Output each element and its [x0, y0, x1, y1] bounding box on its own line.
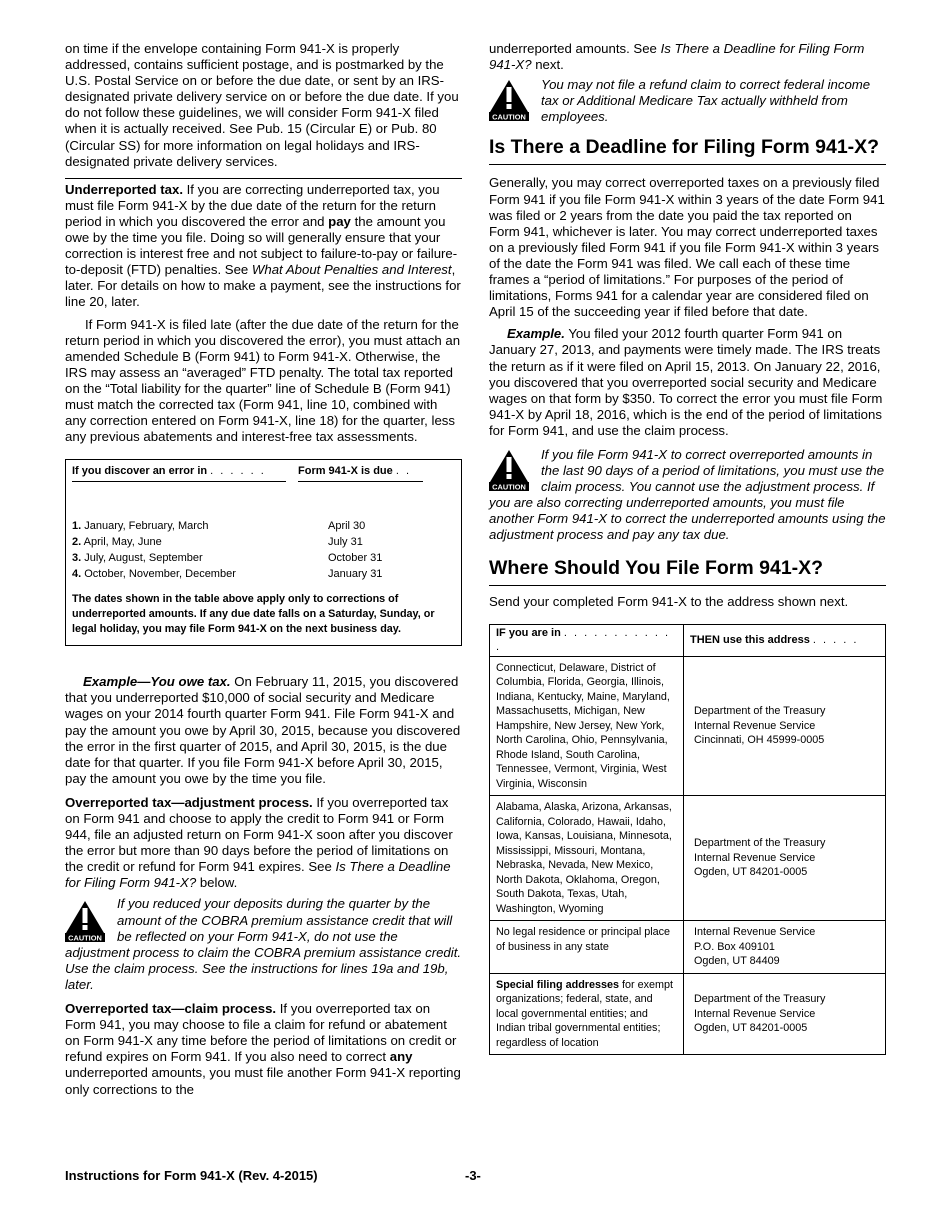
paragraph-underreported: Underreported tax. If you are correcting underreported tax, you must file Form 941-X by the due date of the return for the return period in which you discovered the error and pay the amount you owe by the time you file. Doing so will generally ensure that your correction is interest free and not subject to failure-to-pay or failure-to-deposit (FTD) penalties. See What About Penalties and Interest, later. For details on how to make a payment, see the instructions for line 20, later. [65, 181, 461, 310]
paragraph-where: Send your completed Form 941-X to the address shown next. [489, 593, 849, 609]
address-table-row: Connecticut, Delaware, District of Columbia, Florida, Georgia, Illinois, Indiana, Kentucky, Maine, Maryland, Massachusetts, Michigan, New Hampshire, New Jersey, New York, North Carolina, Ohio, Pennsylvania, Rhode Island, South Carolina, Tennessee, Vermont, Virginia, West Virginia, Wisconsin Department of the Treasury Internal Revenue Service Cincinnati, OH 45999-0005 [490, 656, 886, 796]
page-footer [65, 1168, 885, 1183]
address-table-row: Alabama, Alaska, Arizona, Arkansas, California, Colorado, Hawaii, Idaho, Iowa, Kansas, Louisiana, Minnesota, Mississippi, Missouri, Montana, Nebraska, Nevada, New Mexico, North Dakota, Oklahoma, Oregon, South Dakota, Texas, Utah, Washington, Wyoming Department of the Treasury Internal Revenue Service Ogden, UT 84201-0005 [490, 796, 886, 921]
heading-where-file: Where Should You File Form 941-X? [489, 554, 886, 586]
due-table-row: 1. January, February, March April 30 [72, 520, 366, 533]
svg-text:CAUTION: CAUTION [492, 482, 526, 491]
caution-icon [65, 900, 105, 942]
paragraph-example-owe: Example—You owe tax. On February 11, 2015, you discovered that you underreported $10,000 of social security and Medicare wages on your 2014 fourth quarter Form 941. File Form 941-X and pay the amount you owe by April 30, 2015, because you discovered the error in the first quarter of 2015, and April 30, 2015, is the due date for that quarter. If you file Form 941-X before April 30, 2015, pay the amount you owe by the time you file. [65, 674, 461, 786]
due-table-row: 4. October, November, December January 31 [72, 568, 383, 581]
address-table-header: IF you are in . . . . . . . . . . . . THEN use this address . . . . . [490, 624, 886, 656]
due-table-row: 2. April, May, June July 31 [72, 536, 363, 549]
address-table-row: No legal residence or principal place of business in any state Internal Revenue Service P.O. Box 409101 Ogden, UT 84409 [490, 921, 886, 974]
example-heading: Example. [507, 326, 565, 342]
caution-icon [489, 449, 529, 491]
paragraph-adjustment: Overreported tax—adjustment process. If you overreported tax on Form 941 and choose to apply the credit to Form 941 or Form 944, file an adjusted return on Form 941-X soon after you discover the error but more than 90 days before the period of limitations on the credit or refund for Form 941 expires. See Is There a Deadline for Filing Form 941-X? below. [65, 794, 453, 891]
svg-text:CAUTION: CAUTION [68, 933, 102, 943]
divider [65, 178, 462, 179]
address-table-row: Special filing addresses for exempt organizations; federal, state, and local governmental entities; and Indian tribal governmental entities; regardless of location Department of the Treasury Internal Revenue Service Ogden, UT 84201-0005 [490, 973, 886, 1055]
footer-title: Instructions for Form 941-X (Rev. 4-2015) [65, 1168, 318, 1183]
paragraph-example: Example. You filed your 2012 fourth quarter Form 941 on January 27, 2013, and payments were timely made. The IRS treats the return as if it were filed on April 15, 2013. On January 22, 2016, you discovered that you overreported social security and Medicare wages on that form by $350. To correct the error you must file Form 941-X by April 18, 2016, which is the end of the period of limitations for Form 941, and use the claim process. [489, 326, 883, 438]
svg-text:CAUTION: CAUTION [492, 112, 526, 122]
paragraph-continued: underreported amounts. See Is There a Deadline for Filing Form 941-X? next. [489, 41, 865, 73]
caution-block-withheld [489, 77, 886, 125]
due-date-table [65, 459, 462, 646]
paragraph-deadline: Generally, you may correct overreported taxes on a previously filed Form 941 if you file Form 941-X within 3 years of the date Form 941 was filed or 2 years from the date you paid the tax reported on Form 941, whichever is later. You may correct underreported taxes on a previously filed Form 941 if you file Form 941-X within 3 years of the date the Form 941 was filed. We call each of these time frames a “period of limitations.” For purposes of the period of limitations, Forms 941 for a calendar year are considered filed on April 15 of the succeeding year if filed before that date. [489, 175, 885, 320]
paragraph-mailing: on time if the envelope containing Form 941-X is properly addressed, contains sufficient postage, and is postmarked by the U.S. Postal Service on or before the due date, or sent by an IRS-designated private delivery service on or before the due date. If you do not follow these guidelines, we will consider Form 941-X filed when it is actually received. See Pub. 15 (Circular E) or Pub. 80 (Circular SS) for more information on legal holidays and IRS-designated private delivery services. [65, 41, 459, 169]
right-column [489, 41, 886, 1055]
due-table-note: The dates shown in the table above apply only to corrections of underreported amounts. If any due date falls on a Saturday, Sunday, or legal holiday, you may file Form 941-X on the next business day. [72, 593, 435, 636]
caution-icon [489, 79, 529, 121]
page-number: -3- [465, 1168, 481, 1183]
underreported-heading: Underreported tax. [65, 181, 183, 197]
caution-text-cobra: If you reduced your deposits during the quarter by the amount of the COBRA premium assistance credit that will be reflected on your Form 941-X, do not use the adjustment process to claim the COBRA premium assistance credit. Use the claim process. See the instructions for lines 19a and 19b, later. [65, 896, 462, 992]
caution-block-90days [489, 447, 886, 544]
paragraph-claim: Overreported tax—claim process. If you overreported tax on Form 941, you may choose to file a claim for refund or abatement on Form 941-X any time before the period of limitations on credit or refund expires on Form 941. If you also need to correct any underreported amounts, you must file another Form 941-X reporting only corrections to the [65, 1001, 461, 1097]
link-penalties: What About Penalties and Interest [251, 262, 452, 278]
claim-heading: Overreported tax—claim process. [65, 1001, 277, 1017]
adjustment-heading: Overreported tax—adjustment process. [65, 794, 313, 810]
paragraph-late-filing: If Form 941-X is filed late (after the due date of the return for the return period in which you discovered the error), you must attach an amended Schedule B (Form 941) to Form 941-X. Otherwise, the IRS may assess an “averaged” FTD penalty. The total tax reported on the “Total liability for the quarter” line of Schedule B (Form 941) must match the corrected tax (Form 941, line 10, combined with any correction entered on Form 941-X, line 18) for the quarter, less any previous abatements and interest-free tax assessments. [65, 316, 461, 445]
caution-text-withheld: You may not file a refund claim to correct federal income tax or Additional Medicare Tax actually withheld from employees. [541, 77, 871, 125]
heading-deadline: Is There a Deadline for Filing Form 941-X? [489, 133, 886, 165]
due-table-header: If you discover an error in . . . . . . Form 941-X is due . . [66, 460, 462, 483]
example-owe-heading: Example—You owe tax. [83, 674, 231, 690]
left-column [65, 41, 462, 1098]
caution-text-90days: If you file Form 941-X to correct overreported amounts in the last 90 days of a period of limitations, you must use the claim process. You cannot use the adjustment process. If you are also correcting underreported amounts, you must file another Form 941-X to correct the underreported amounts using the adjustment process and pay any tax due. [489, 446, 886, 543]
address-table [489, 624, 886, 1056]
caution-block-cobra [65, 896, 462, 993]
due-table-row: 3. July, August, September October 31 [72, 552, 383, 565]
